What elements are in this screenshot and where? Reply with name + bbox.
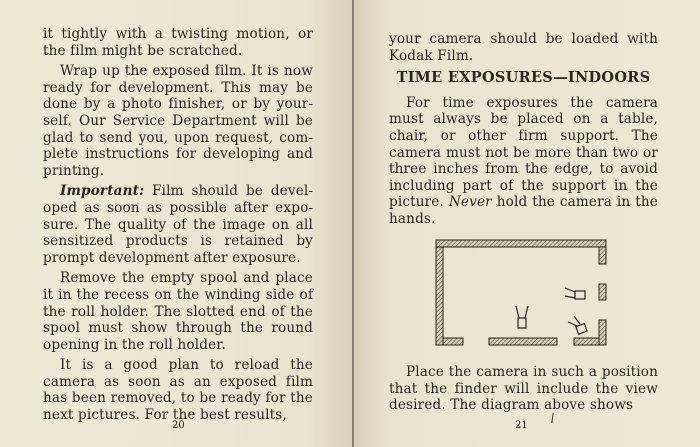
left-paragraph-1: it tightly with a twisting motion, or the film might be scratched. [43,26,313,59]
left-wall [436,247,443,345]
bottom-wall-2 [489,338,557,345]
camera-right-icon [575,291,585,299]
right-paragraph-1 [389,95,658,228]
left-paragraph-3 [43,183,313,266]
never-emphasis: Never [448,194,492,211]
heading-part: —I [553,69,575,87]
heading-part: NDOORS [574,69,651,87]
heading-part: E [442,69,460,87]
important-label: Important: [60,183,145,200]
heading-part: T [396,69,408,87]
left-paragraph-5: It is a good plan to reload the camera as soon as an exposed film has been removed, to be ready for the next pictures. For the best results, [43,357,313,424]
left-paragraph-4: Remove the empty spool and place it in the recess on the winding side of the roll holder. The slotted end of the spool must show through the round opening in the roll holder. [43,270,313,353]
camera-icon [516,288,587,334]
right-closing-column [389,364,658,418]
important-text: Film should be developed as soon as possible after exposure. The quality of the image on all sensitized products is retained by prompt development after exposure. [43,183,313,266]
window [599,284,606,300]
left-paragraph-2: Wrap up the exposed film. It is now ready for development. This may be done by a photo finisher, or by yourself. Our Service Department will be glad to send you, upon request, complete instructions for developing and printing. [43,63,313,179]
bottom-wall-1 [443,338,463,345]
right-wall-top [599,247,606,264]
page-number-right: 21 [515,420,528,431]
right-wall-bottom [599,320,606,345]
right-text-column [389,31,658,232]
heading-part: XPOSURES [459,69,554,87]
bottom-wall-3 [574,338,599,345]
right-paragraph-2: Place the camera in such a position that the finder will include the view desired. The diagram above shows [389,364,658,414]
body-text: For time exposures the camera must always be placed on a table, chair, or other firm support. The camera must not be more than two or three inches from the edge, to avoid including part of the support in the picture. [389,94,658,211]
right-intro: your camera should be loaded with Kodak Film. [389,31,658,64]
left-text-column [43,26,313,428]
page-number-left: 20 [172,420,185,431]
camera-center-icon [518,318,526,328]
top-wall [436,240,606,247]
body-text: hold the camera in the hands. [389,194,658,227]
room-diagram [434,238,612,350]
camera-corner-icon [576,324,587,335]
room-walls [436,240,606,345]
section-heading [389,70,658,87]
heading-part: IME [407,69,443,87]
